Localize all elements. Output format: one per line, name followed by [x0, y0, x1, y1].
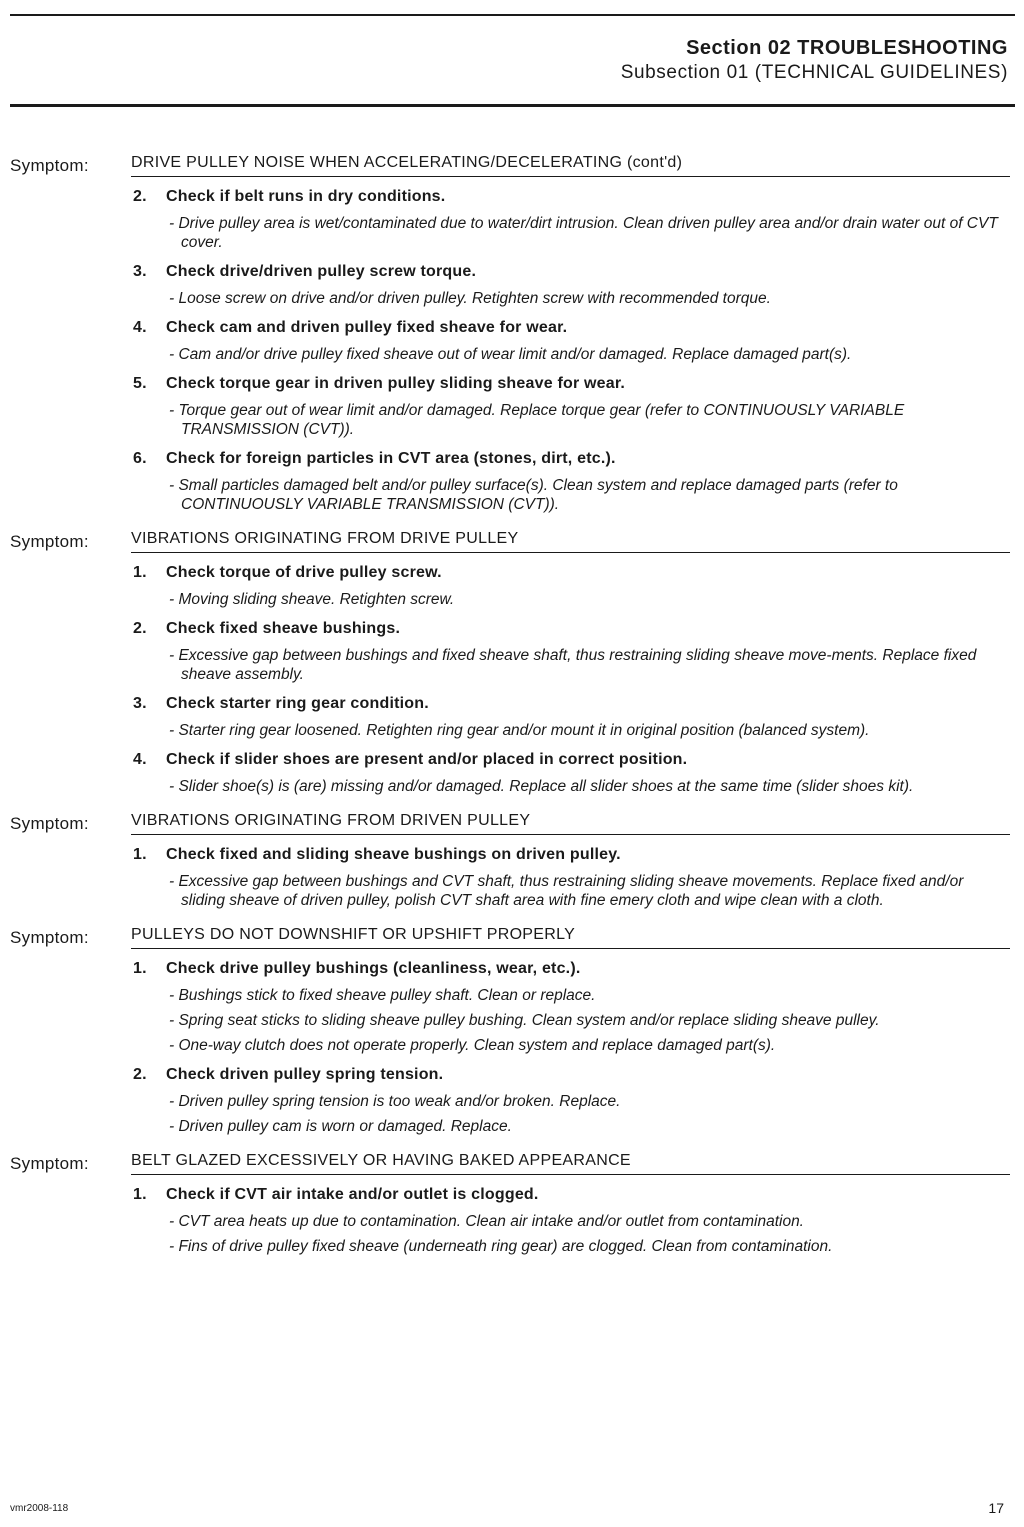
symptom-label: Symptom:	[10, 814, 89, 833]
step-heading	[131, 1064, 1010, 1086]
step-title: Check fixed and sliding sheave bushings on driven pulley.	[166, 846, 621, 863]
step-item	[131, 693, 1010, 740]
top-rule	[10, 14, 1015, 16]
symptom-label: Symptom:	[10, 156, 89, 175]
step-note: - Torque gear out of wear limit and/or damaged. Replace torque gear (refer to CONTINUOUSLY VARIABLE TRANSMISSION (CVT)).	[169, 402, 905, 438]
step-heading	[131, 317, 1010, 339]
symptom-heading	[10, 1150, 1010, 1175]
step-number: 1.	[133, 960, 147, 977]
symptom-heading	[10, 152, 1010, 177]
subsection-title: Subsection 01 (TECHNICAL GUIDELINES)	[620, 62, 1008, 83]
step-heading	[131, 261, 1010, 283]
symptom-label: Symptom:	[10, 532, 89, 551]
step-title: Check starter ring gear condition.	[166, 695, 429, 712]
step-title: Check for foreign particles in CVT area (stones, dirt, etc.).	[166, 450, 616, 467]
page-header	[621, 36, 1008, 86]
step-item	[131, 1064, 1010, 1136]
symptom-label: Symptom:	[10, 928, 89, 947]
step-item	[131, 448, 1010, 514]
symptom-title: VIBRATIONS ORIGINATING FROM DRIVE PULLEY	[131, 528, 1010, 553]
step-number: 2.	[133, 620, 147, 637]
symptom-label: Symptom:	[10, 1154, 89, 1173]
step-note: - Bushings stick to fixed sheave pulley shaft. Clean or replace.	[169, 987, 596, 1004]
step-list	[131, 844, 1010, 910]
step-note: - Spring seat sticks to sliding sheave pulley bushing. Clean system and/or replace sliding sheave pulley.	[169, 1012, 880, 1029]
header-rule	[10, 104, 1015, 107]
step-heading	[131, 1184, 1010, 1206]
troubleshooting-content	[10, 152, 1010, 1256]
symptom-title: PULLEYS DO NOT DOWNSHIFT OR UPSHIFT PROPERLY	[131, 924, 1010, 949]
document-code: vmr2008-118	[10, 1503, 69, 1514]
step-note: - Excessive gap between bushings and fixed sheave shaft, thus restraining sliding sheave move-ments. Replace fixed sheave assembly.	[169, 647, 977, 683]
step-note: - Driven pulley cam is worn or damaged. Replace.	[169, 1118, 512, 1135]
step-item	[131, 317, 1010, 364]
step-title: Check torque of drive pulley screw.	[166, 564, 442, 581]
step-note: - Excessive gap between bushings and CVT shaft, thus restraining sliding sheave movements. Replace fixed and/or sliding sheave of driven pulley, polish CVT shaft area with fine emery cloth and wipe clean with a cloth.	[169, 873, 964, 909]
step-number: 1.	[133, 1186, 147, 1203]
step-number: 3.	[133, 695, 147, 712]
step-item	[131, 958, 1010, 1055]
step-heading	[131, 958, 1010, 980]
step-title: Check drive/driven pulley screw torque.	[166, 263, 477, 280]
step-heading	[131, 693, 1010, 715]
symptom-block	[10, 152, 1010, 514]
step-note: - Drive pulley area is wet/contaminated due to water/dirt intrusion. Clean driven pulley area and/or drain water out of CVT cover.	[169, 215, 998, 251]
step-item	[131, 562, 1010, 609]
step-heading	[131, 618, 1010, 640]
step-number: 5.	[133, 375, 147, 392]
symptom-title: VIBRATIONS ORIGINATING FROM DRIVEN PULLEY	[131, 810, 1010, 835]
step-number: 3.	[133, 263, 147, 280]
step-number: 1.	[133, 564, 147, 581]
step-number: 6.	[133, 450, 147, 467]
step-list	[131, 186, 1010, 514]
page-number: 17	[988, 1500, 1004, 1516]
step-title: Check drive pulley bushings (cleanliness, wear, etc.).	[166, 960, 581, 977]
step-item	[131, 618, 1010, 684]
step-heading	[131, 373, 1010, 395]
step-title: Check fixed sheave bushings.	[166, 620, 401, 637]
step-number: 2.	[133, 188, 147, 205]
step-number: 1.	[133, 846, 147, 863]
step-title: Check if CVT air intake and/or outlet is clogged.	[166, 1186, 539, 1203]
symptom-heading	[10, 810, 1010, 835]
step-heading	[131, 448, 1010, 470]
step-list	[131, 562, 1010, 796]
step-note: - Slider shoe(s) is (are) missing and/or damaged. Replace all slider shoes at the same time (slider shoes kit).	[169, 778, 914, 795]
step-heading	[131, 749, 1010, 771]
step-number: 4.	[133, 319, 147, 336]
step-note: - Starter ring gear loosened. Retighten ring gear and/or mount it in original position (balanced system).	[169, 722, 870, 739]
step-title: Check driven pulley spring tension.	[166, 1066, 444, 1083]
symptom-heading	[10, 528, 1010, 553]
step-item	[131, 1184, 1010, 1256]
step-note: - Moving sliding sheave. Retighten screw.	[169, 591, 455, 608]
symptom-block	[10, 1150, 1010, 1256]
step-item	[131, 373, 1010, 439]
step-number: 4.	[133, 751, 147, 768]
step-note: - One-way clutch does not operate properly. Clean system and replace damaged part(s).	[169, 1037, 776, 1054]
step-list	[131, 958, 1010, 1136]
step-note: - CVT area heats up due to contamination. Clean air intake and/or outlet from contamination.	[169, 1213, 804, 1230]
step-list	[131, 1184, 1010, 1256]
step-item	[131, 749, 1010, 796]
step-item	[131, 186, 1010, 252]
step-note: - Loose screw on drive and/or driven pulley. Retighten screw with recommended torque.	[169, 290, 771, 307]
symptom-block	[10, 924, 1010, 1136]
step-title: Check cam and driven pulley fixed sheave for wear.	[166, 319, 568, 336]
step-title: Check if slider shoes are present and/or placed in correct position.	[166, 751, 688, 768]
symptom-block	[10, 528, 1010, 796]
step-note: - Cam and/or drive pulley fixed sheave out of wear limit and/or damaged. Replace damaged part(s).	[169, 346, 852, 363]
step-number: 2.	[133, 1066, 147, 1083]
symptom-block	[10, 810, 1010, 910]
symptom-heading	[10, 924, 1010, 949]
step-title: Check torque gear in driven pulley sliding sheave for wear.	[166, 375, 626, 392]
step-heading	[131, 186, 1010, 208]
section-title: Section 02 TROUBLESHOOTING	[686, 37, 1008, 59]
step-heading	[131, 562, 1010, 584]
step-item	[131, 261, 1010, 308]
step-note: - Fins of drive pulley fixed sheave (underneath ring gear) are clogged. Clean from contamination.	[169, 1238, 833, 1255]
step-note: - Driven pulley spring tension is too weak and/or broken. Replace.	[169, 1093, 621, 1110]
step-item	[131, 844, 1010, 910]
step-note: - Small particles damaged belt and/or pulley surface(s). Clean system and replace damaged parts (refer to CONTINUOUSLY VARIABLE TRANSMISSION (CVT)).	[169, 477, 898, 513]
step-title: Check if belt runs in dry conditions.	[166, 188, 446, 205]
symptom-title: BELT GLAZED EXCESSIVELY OR HAVING BAKED APPEARANCE	[131, 1150, 1010, 1175]
symptom-title: DRIVE PULLEY NOISE WHEN ACCELERATING/DECELERATING (cont'd)	[131, 152, 1010, 177]
step-heading	[131, 844, 1010, 866]
